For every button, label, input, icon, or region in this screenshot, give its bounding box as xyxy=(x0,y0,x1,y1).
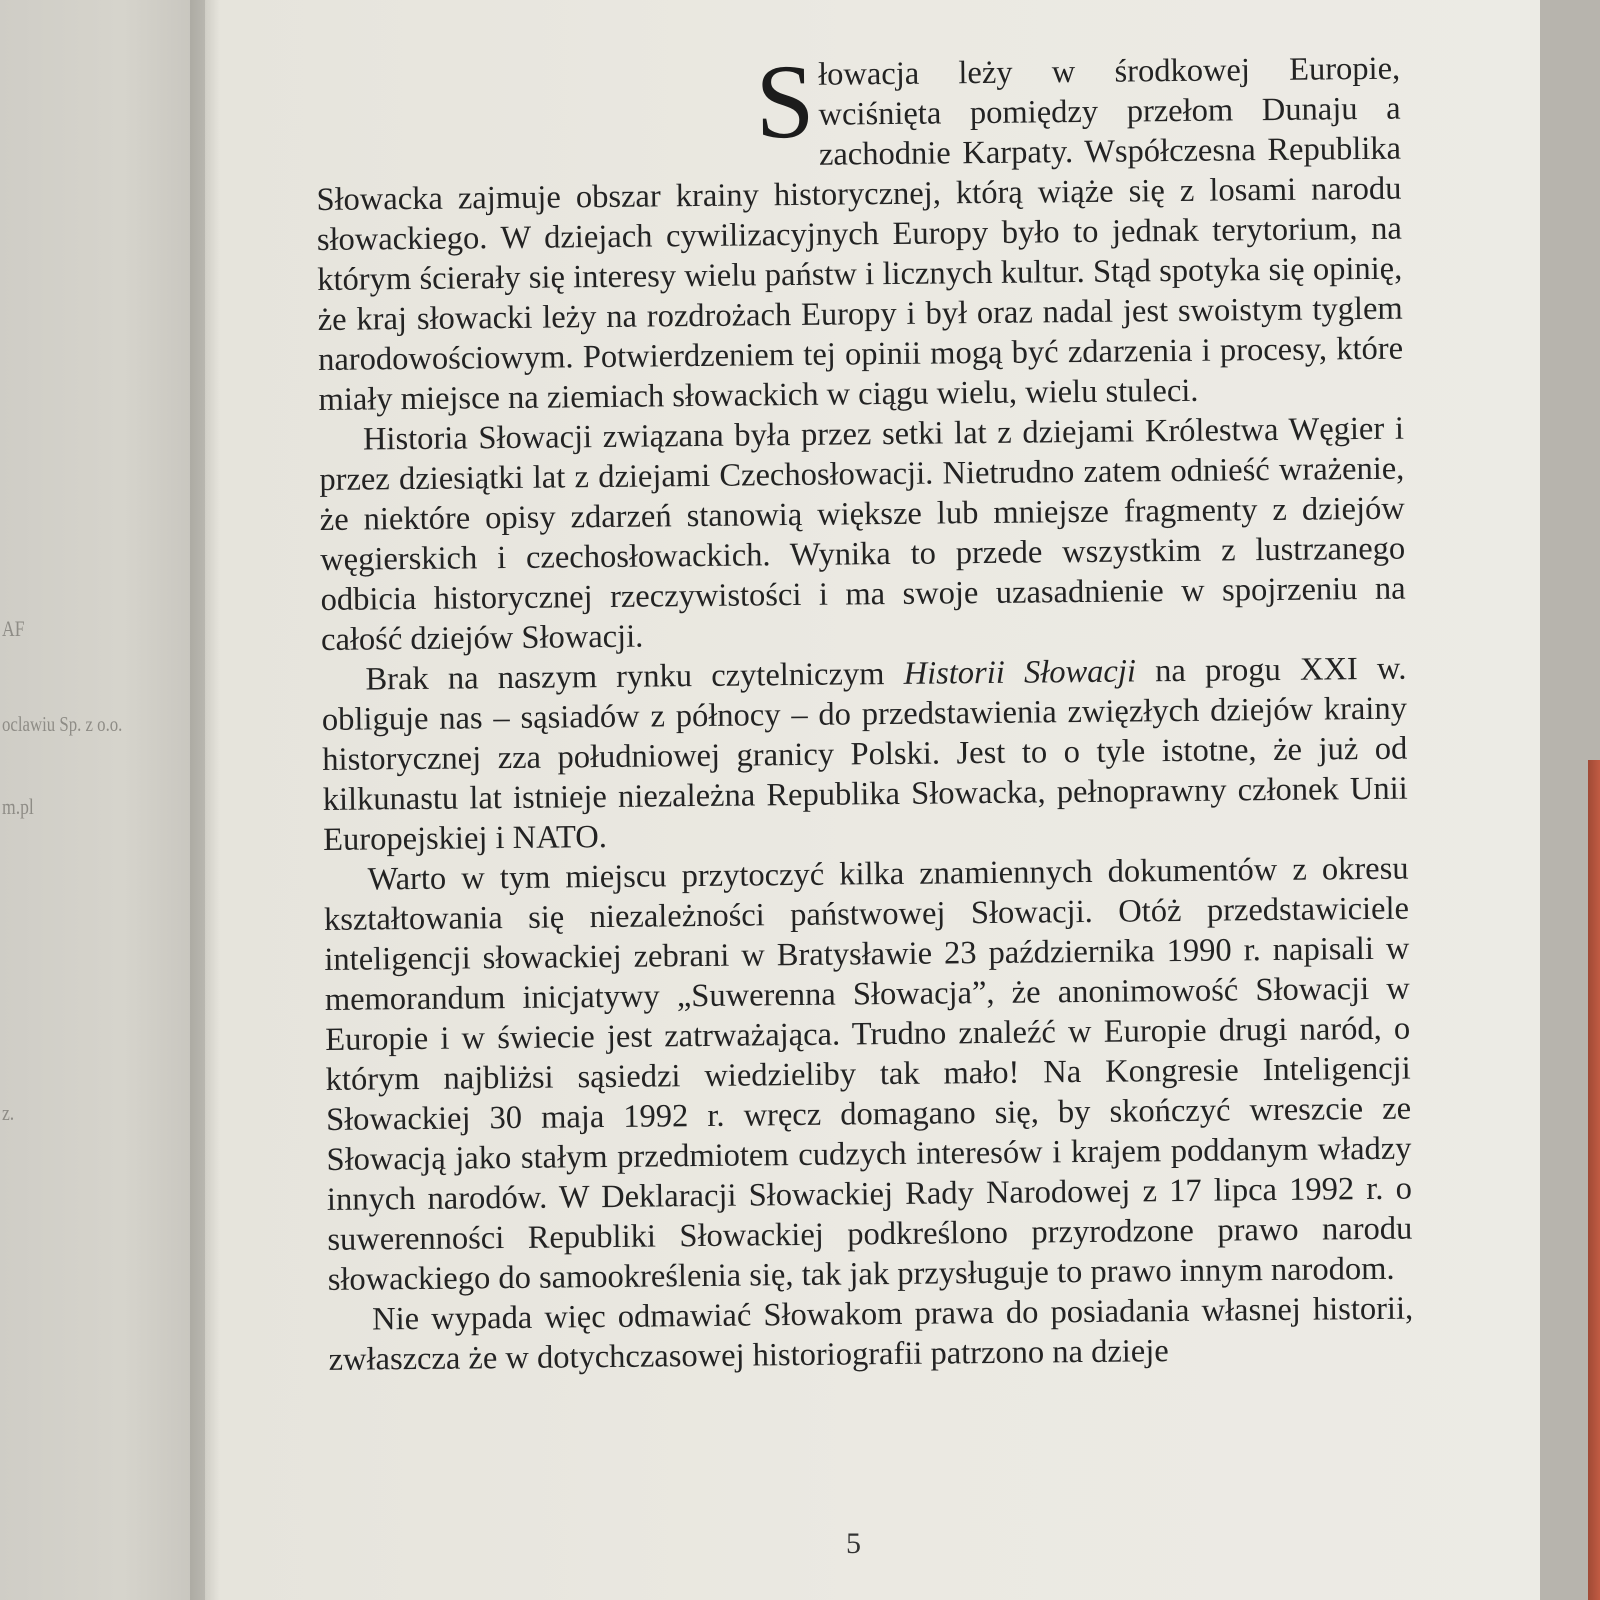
paragraph-text: Brak na naszym rynku czytelniczym xyxy=(365,655,904,698)
page-number: 5 xyxy=(846,1527,861,1560)
paragraph-text: na progu XXI w. obliguje nas – sąsiadów z północy – do przedstawienia zwięzłych dziejów krainy historycznej zza południowej granicy Polski. Jest to o tyle istotne, że już od kilkunastu lat istnieje niezależna Republika Słowacka, pełnoprawny członek Unii Europejskiej i NATO. xyxy=(321,650,1408,858)
paragraph xyxy=(319,409,1406,660)
paragraph-text: Historia Słowacji związana była przez setki lat z dziejami Królestwa Węgier i przez dziesiątki lat z dziejami Czechosłowacji. Nietrudno zatem odnieść wrażenie, że niektóre opisy zdarzeń stanowią większe lub mniejsze fragmenty z dziejów węgierskich i czechosłowackich. Wynika to przede wszystkim z lustrzanego odbicia historycznej rzeczywistości i ma swoje uzasadnienie w spojrzeniu na całość dziejów Słowacji. xyxy=(319,410,1406,658)
paragraph xyxy=(323,849,1413,1300)
left-page-fragment: z. xyxy=(2,1100,15,1125)
paragraph xyxy=(315,42,1404,420)
drop-cap: S xyxy=(754,42,816,161)
paragraph-text: łowacja leży w środkowej Europie, wciśnięta pomiędzy przełom Dunaju a zachodnie Karpaty. Współczesna Republika Słowacka zajmuje obszar krainy historycznej, którą wiąże się z losami narodu słowackiego. W dziejach cywilizacyjnych Europy było to jednak terytorium, na którym ścierały się interesy wielu państw i licznych kultur. Stąd spotyka się opinię, że kraj słowacki leży na rozdrożach Europy i był oraz nadal jest swoistym tyglem narodowościowym. Potwierdzeniem tej opinii mogą być zdarzenia i procesy, które miały miejsce na ziemiach słowackich w ciągu wielu, wielu stuleci. xyxy=(316,50,1404,418)
body-text xyxy=(315,42,1414,1380)
left-page-fragment: AF xyxy=(2,616,25,641)
paragraph-text: Warto w tym miejscu przytoczyć kilka znamiennych dokumentów z okresu kształtowania się niezależności państwowej Słowacji. Otóż przedstawiciele inteligencji słowackiej zebrani w Bratysławie 23 października 1990 r. napisali w memorandum inicjatywy „Suwerenna Słowacja”, że anonimowość Słowacji w Europie i w świecie jest zatrważająca. Trudno znaleźć w Europie drugi naród, o którym najbliżsi sąsiedzi wiedzieliby tak mało! Na Kongresie Inteligencji Słowackiej 30 maja 1992 r. wręcz domagano się, by skończyć wreszcie ze Słowacją jako stałym przedmiotem cudzych interesów i krajem poddanym władzy innych narodów. W Deklaracji Słowackiej Rady Narodowej z 17 lipca 1992 r. o suwerenności Republiki Słowackiej podkreślono przyrodzone prawo narodu słowackiego do samookreślenia się, tak jak przysługuje to prawo innym narodom. xyxy=(323,850,1413,1298)
left-page-fragment: oclawiu Sp. z o.o. xyxy=(2,712,123,736)
paragraph-text: Nie wypada więc odmawiać Słowakom prawa do posiadania własnej historii, zwłaszcza że w dotychczasowej historiografii patrzono na dzieje xyxy=(328,1290,1414,1378)
left-page-fragment: m.pl xyxy=(2,794,34,819)
book-title-italic: Historii Słowacji xyxy=(903,653,1137,692)
left-page xyxy=(0,0,205,1600)
paragraph xyxy=(321,649,1408,860)
book-gutter xyxy=(190,0,220,1600)
book-cover-edge xyxy=(1588,760,1600,1600)
paragraph xyxy=(328,1289,1414,1380)
